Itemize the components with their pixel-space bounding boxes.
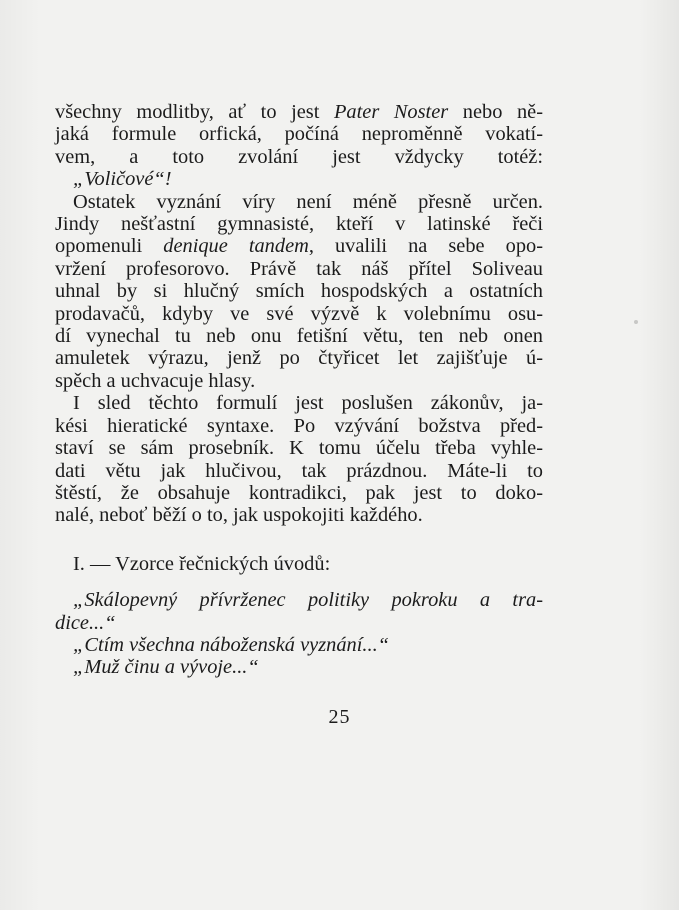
text-line: spěch a uchvacuje hlasy. [55,369,256,392]
text-line: jaká formule orfická, počíná neproměnně vokatí- [55,123,543,146]
quote-line: „Muž činu a vývoje...“ [73,656,259,679]
paragraph-start: I sled těchto formulí jest poslušen zákonův, ja- [73,392,543,415]
section-heading: I. — Vzorce řečnických úvodů: [73,552,331,575]
text-line: amuletek výrazu, jenž po čtyřicet let zajišťuje ú- [55,347,543,370]
page-number: 25 [328,706,351,728]
text-line: kési hieratické syntaxe. Po vzývání božstva před- [55,414,543,437]
paper-speck [634,320,638,324]
text-line: nalé, neboť běží o to, jak uspokojiti každého. [55,504,423,527]
text-line: uhnal by si hlučný smích hospodských a ostatních [55,280,543,303]
text-line: opomenuli denique tandem, uvalili na sebe opo- [55,235,544,258]
quote-line: „Ctím všechna náboženská vyznání...“ [73,633,390,656]
text-line: vržení profesorovo. Právě tak náš přítel Soliveau [55,257,543,280]
section-spacer [55,575,543,589]
text-line: všechny modlitby, ať to jest Pater Noster nebo ně- [55,101,544,123]
quote-line: „Skálopevný přívrženec politiky pokroku a tra- [73,589,543,612]
quote-line: dice...“ [55,611,116,634]
page-body-text [55,101,543,679]
text-line: dí vynechal tu neb onu fetišní větu, ten neb onen [55,325,543,348]
section-spacer [55,527,543,553]
text-line: staví se sám prosebník. K tomu účelu třeba vyhle- [55,437,543,460]
paragraph-start: Ostatek vyznání víry není méně přesně určen. [73,190,543,213]
text-line: Jindy nešťastní gymnasisté, kteří v latinské řeči [55,213,543,236]
text-line: prodavačů, kdyby ve své výzvě k volebnímu osu- [55,302,543,325]
text-line: dati větu jak hlučivou, tak prázdnou. Máte-li to [55,459,543,482]
text-line: „Voličové“! [73,168,172,191]
text-line: vem, a toto zvolání jest vždycky totéž: [55,145,543,168]
text-line: štěstí, že obsahuje kontradikci, pak jest to doko- [55,481,543,504]
